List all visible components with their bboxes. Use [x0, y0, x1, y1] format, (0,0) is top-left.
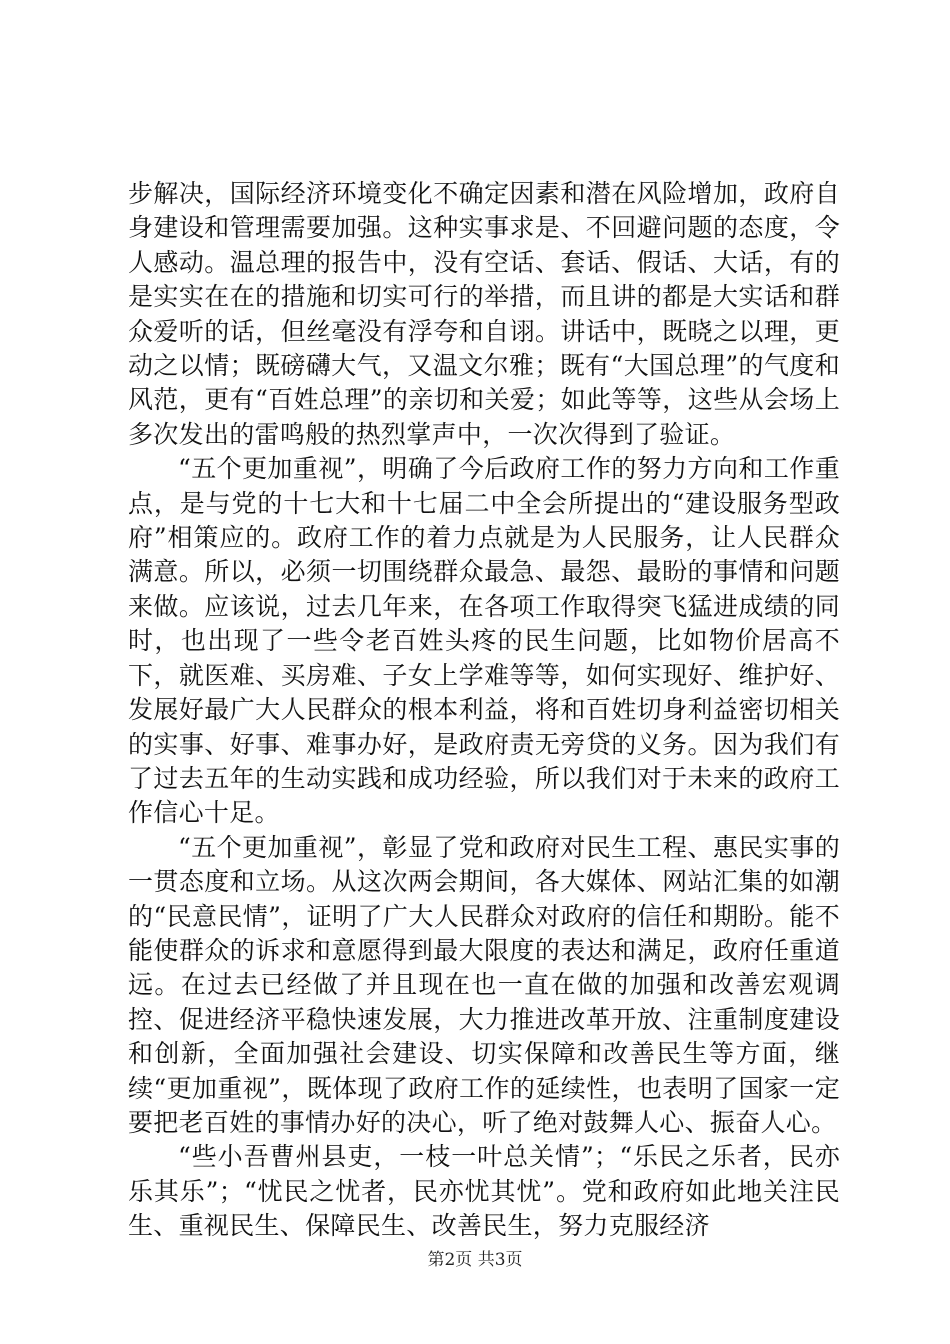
- document-body: [128, 177, 840, 1244]
- paragraph: “些小吾曹州县吏，一枝一叶总关情”；“乐民之乐者，民亦乐其乐”；“忧民之忧者，民亦忧其忧”。党和政府如此地关注民生、重视民生、保障民生、改善民生，努力克服经济: [128, 1142, 840, 1241]
- paragraph-continued: 步解决，国际经济环境变化不确定因素和潜在风险增加，政府自身建设和管理需要加强。这种实事求是、不回避问题的态度，令人感动。温总理的报告中，没有空话、套话、假话、大话，有的是实实在在的措施和切实可行的举措，而且讲的都是大实话和群众爱听的话，但丝毫没有浮夸和自诩。讲话中，既晓之以理，更动之以情；既磅礴大气，又温文尔雅；既有“大国总理”的气度和风范，更有“百姓总理”的亲切和关爱；如此等等，这些从会场上多次发出的雷鸣般的热烈掌声中，一次次得到了验证。: [128, 179, 840, 449]
- page-number-footer: 第2页 共3页: [427, 1250, 523, 1270]
- paragraph: “五个更加重视”，彰显了党和政府对民生工程、惠民实事的一贯态度和立场。从这次两会期间，各大媒体、网站汇集的如潮的“民意民情”，证明了广大人民群众对政府的信任和期盼。能不能使群众的诉求和意愿得到最大限度的表达和满足，政府任重道远。在过去已经做了并且现在也一直在做的加强和改善宏观调控、促进经济平稳快速发展，大力推进改革开放、注重制度建设和创新，全面加强社会建设、切实保障和改善民生等方面，继续“更加重视”，既体现了政府工作的延续性，也表明了国家一定要把老百姓的事情办好的决心，听了绝对鼓舞人心、振奋人心。: [128, 832, 840, 1137]
- paragraph: “五个更加重视”，明确了今后政府工作的努力方向和工作重点，是与党的十七大和十七届二中全会所提出的“建设服务型政府”相策应的。政府工作的着力点就是为人民服务，让人民群众满意。所以，必须一切围绕群众最急、最怨、最盼的事情和问题来做。应该说，过去几年来，在各项工作取得突飞猛进成绩的同时，也出现了一些令老百姓头疼的民生问题，比如物价居高不下，就医难、买房难、子女上学难等等，如何实现好、维护好、发展好最广大人民群众的根本利益，将和百姓切身利益密切相关的实事、好事、难事办好，是政府责无旁贷的义务。因为我们有了过去五年的生动实践和成功经验，所以我们对于未来的政府工作信心十足。: [128, 454, 840, 828]
